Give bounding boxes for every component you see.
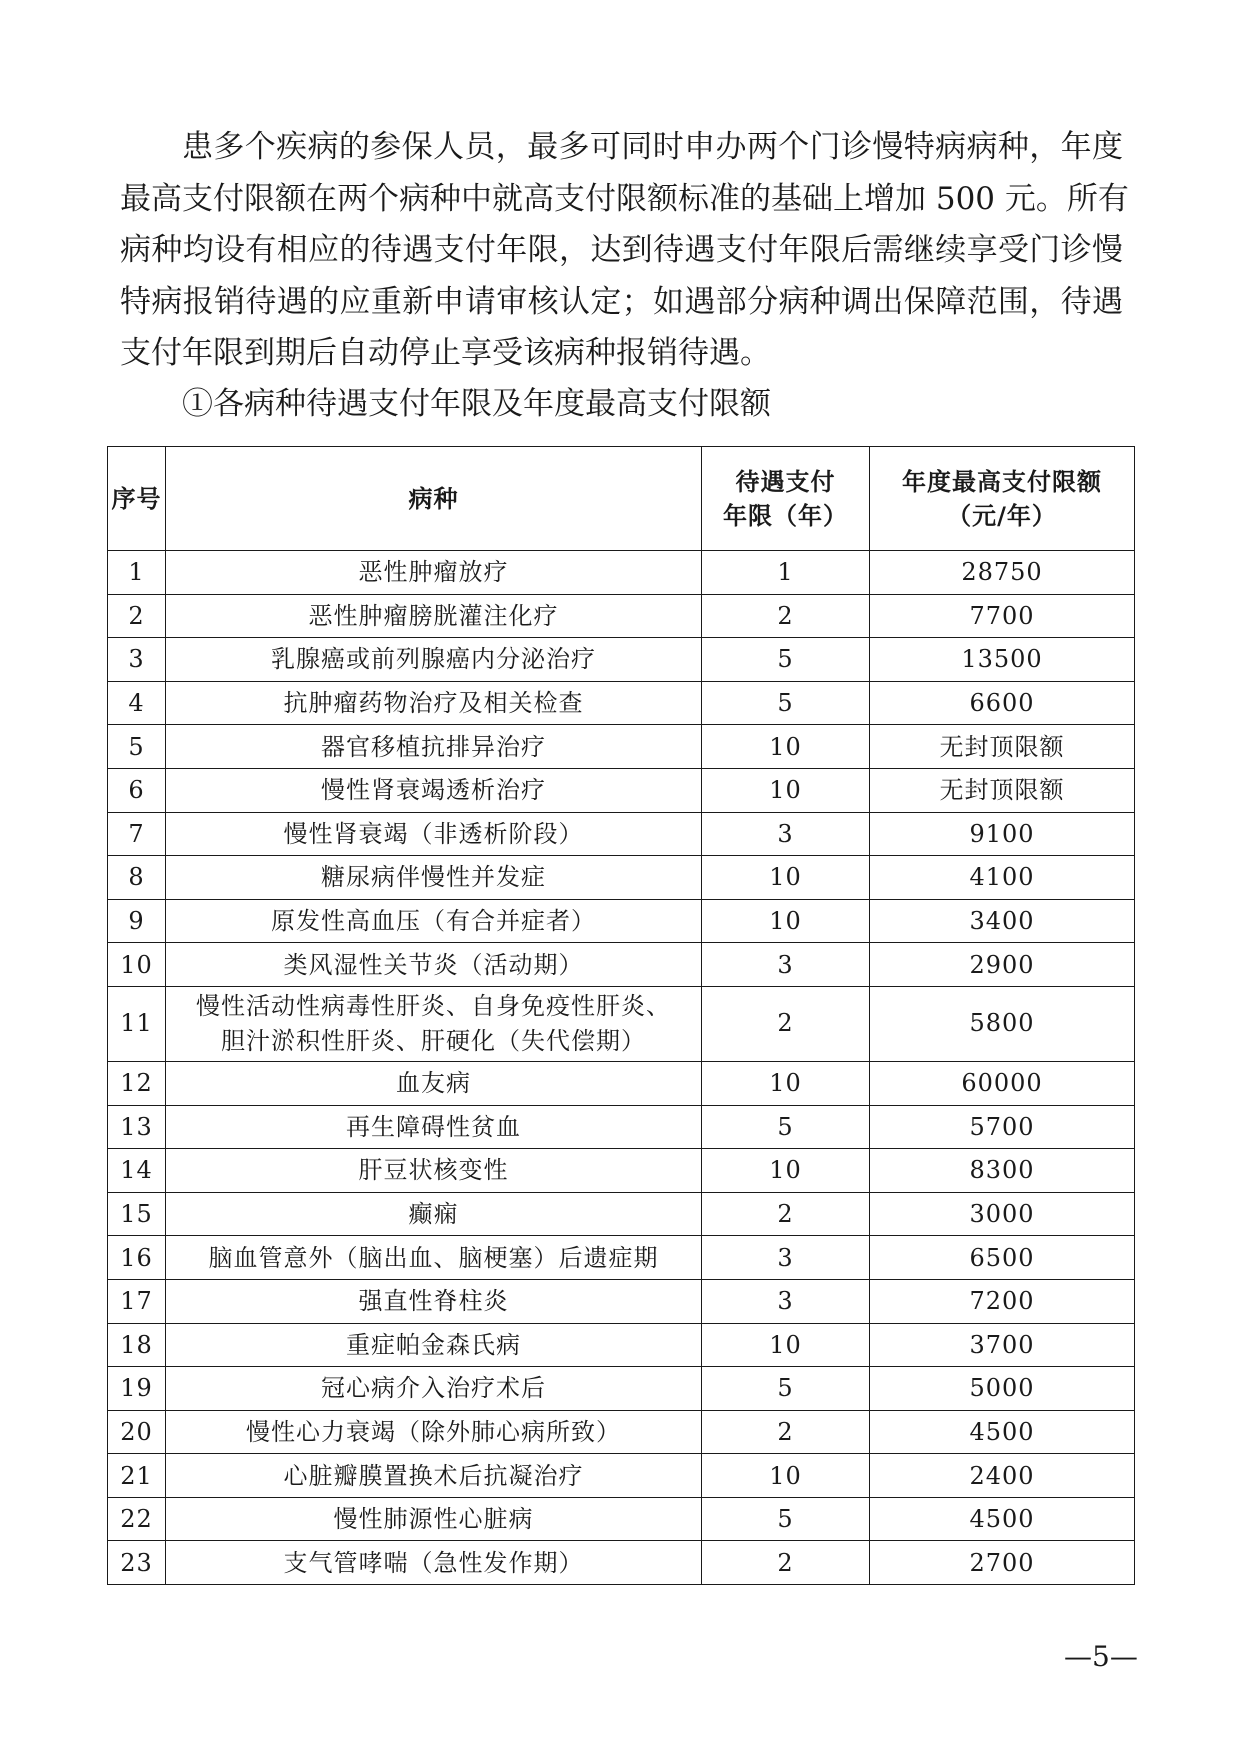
cell-limit: 3700	[870, 1323, 1135, 1367]
cell-index: 9	[108, 899, 166, 943]
cell-limit: 8300	[870, 1149, 1135, 1193]
cell-index: 10	[108, 943, 166, 987]
cell-limit: 7700	[870, 594, 1135, 638]
cell-years: 2	[702, 1541, 870, 1585]
cell-years: 5	[702, 638, 870, 682]
cell-limit: 2400	[870, 1454, 1135, 1498]
cell-index: 11	[108, 986, 166, 1061]
paragraph-line: 支付年限到期后自动停止享受该病种报销待遇。	[120, 335, 771, 371]
cell-disease: 支气管哮喘（急性发作期）	[166, 1541, 702, 1585]
table-row	[108, 1279, 1135, 1323]
cell-index: 13	[108, 1105, 166, 1149]
paragraph-line: 病种均设有相应的待遇支付年限，达到待遇支付年限后需继续享受门诊慢	[120, 232, 1123, 268]
cell-disease: 重症帕金森氏病	[166, 1323, 702, 1367]
cell-years: 3	[702, 1279, 870, 1323]
table-row	[108, 856, 1135, 900]
cell-limit: 5000	[870, 1367, 1135, 1411]
cell-limit: 4100	[870, 856, 1135, 900]
cell-years: 2	[702, 1410, 870, 1454]
cell-limit: 60000	[870, 1061, 1135, 1105]
cell-index: 2	[108, 594, 166, 638]
paragraph-line: 患多个疾病的参保人员，最多可同时申办两个门诊慢特病病种，年度	[182, 129, 1123, 165]
cell-index: 12	[108, 1061, 166, 1105]
cell-limit: 9100	[870, 812, 1135, 856]
cell-disease: 癫痫	[166, 1192, 702, 1236]
table-row	[108, 1367, 1135, 1411]
cell-disease: 糖尿病伴慢性并发症	[166, 856, 702, 900]
cell-index: 23	[108, 1541, 166, 1585]
cell-index: 5	[108, 725, 166, 769]
cell-limit: 3400	[870, 899, 1135, 943]
cell-years: 3	[702, 943, 870, 987]
cell-limit: 6600	[870, 681, 1135, 725]
header-disease: 病种	[166, 447, 702, 551]
header-limit	[870, 447, 1135, 551]
cell-disease: 恶性肿瘤放疗	[166, 551, 702, 595]
cell-index: 7	[108, 812, 166, 856]
page-number: —5—	[1064, 1640, 1138, 1673]
cell-years: 2	[702, 986, 870, 1061]
cell-index: 20	[108, 1410, 166, 1454]
cell-disease: 乳腺癌或前列腺癌内分泌治疗	[166, 638, 702, 682]
cell-disease-line1: 慢性活动性病毒性肝炎、自身免疫性肝炎、	[196, 991, 671, 1020]
cell-limit: 28750	[870, 551, 1135, 595]
table-row	[108, 1497, 1135, 1541]
cell-years: 3	[702, 1236, 870, 1280]
table-caption: ①各病种待遇支付年限及年度最高支付限额	[182, 386, 771, 422]
cell-index: 18	[108, 1323, 166, 1367]
header-limit-line2: （元/年）	[947, 501, 1057, 530]
cell-limit: 5800	[870, 986, 1135, 1061]
cell-disease: 慢性肺源性心脏病	[166, 1497, 702, 1541]
cell-years: 3	[702, 812, 870, 856]
cell-disease	[166, 986, 702, 1061]
cell-index: 16	[108, 1236, 166, 1280]
table-row	[108, 1192, 1135, 1236]
cell-years: 10	[702, 1149, 870, 1193]
cell-limit: 3000	[870, 1192, 1135, 1236]
cell-index: 6	[108, 768, 166, 812]
header-years	[702, 447, 870, 551]
cell-years: 2	[702, 1192, 870, 1236]
cell-years: 10	[702, 899, 870, 943]
table-row	[108, 1105, 1135, 1149]
table-row	[108, 1061, 1135, 1105]
cell-disease: 器官移植抗排异治疗	[166, 725, 702, 769]
cell-disease: 再生障碍性贫血	[166, 1105, 702, 1149]
cell-limit: 5700	[870, 1105, 1135, 1149]
table-row	[108, 638, 1135, 682]
cell-limit: 7200	[870, 1279, 1135, 1323]
cell-disease: 抗肿瘤药物治疗及相关检查	[166, 681, 702, 725]
cell-disease: 肝豆状核变性	[166, 1149, 702, 1193]
cell-years: 10	[702, 1061, 870, 1105]
cell-index: 4	[108, 681, 166, 725]
cell-index: 19	[108, 1367, 166, 1411]
table-row	[108, 1323, 1135, 1367]
table-row	[108, 1236, 1135, 1280]
cell-index: 22	[108, 1497, 166, 1541]
cell-index: 8	[108, 856, 166, 900]
header-years-line1: 待遇支付	[735, 467, 836, 496]
cell-disease: 恶性肿瘤膀胱灌注化疗	[166, 594, 702, 638]
cell-years: 10	[702, 1454, 870, 1498]
cell-years: 10	[702, 768, 870, 812]
table-row	[108, 986, 1135, 1061]
cell-disease: 强直性脊柱炎	[166, 1279, 702, 1323]
body-paragraph	[120, 122, 1129, 380]
cell-years: 5	[702, 681, 870, 725]
cell-years: 5	[702, 1105, 870, 1149]
cell-limit: 13500	[870, 638, 1135, 682]
disease-limit-table	[107, 446, 1135, 1585]
table-row	[108, 1149, 1135, 1193]
cell-disease: 类风湿性关节炎（活动期）	[166, 943, 702, 987]
table-row	[108, 725, 1135, 769]
cell-limit: 无封顶限额	[870, 725, 1135, 769]
cell-index: 1	[108, 551, 166, 595]
table-row	[108, 812, 1135, 856]
table-header-row	[108, 447, 1135, 551]
cell-index: 15	[108, 1192, 166, 1236]
table-row	[108, 681, 1135, 725]
cell-disease: 心脏瓣膜置换术后抗凝治疗	[166, 1454, 702, 1498]
table-row	[108, 1410, 1135, 1454]
cell-limit: 4500	[870, 1410, 1135, 1454]
cell-disease: 原发性高血压（有合并症者）	[166, 899, 702, 943]
cell-disease-line2: 胆汁淤积性肝炎、肝硬化（失代偿期）	[221, 1026, 646, 1055]
cell-index: 3	[108, 638, 166, 682]
cell-limit: 6500	[870, 1236, 1135, 1280]
cell-years: 10	[702, 725, 870, 769]
table-row	[108, 1454, 1135, 1498]
cell-limit: 无封顶限额	[870, 768, 1135, 812]
cell-disease: 慢性肾衰竭透析治疗	[166, 768, 702, 812]
cell-disease: 慢性肾衰竭（非透析阶段）	[166, 812, 702, 856]
cell-years: 5	[702, 1497, 870, 1541]
table-row	[108, 551, 1135, 595]
cell-years: 2	[702, 594, 870, 638]
table-row	[108, 943, 1135, 987]
table-row	[108, 594, 1135, 638]
table-row	[108, 1541, 1135, 1585]
cell-years: 10	[702, 856, 870, 900]
table-row	[108, 768, 1135, 812]
cell-index: 14	[108, 1149, 166, 1193]
paragraph-line: 特病报销待遇的应重新申请审核认定；如遇部分病种调出保障范围，待遇	[120, 283, 1123, 320]
cell-disease: 脑血管意外（脑出血、脑梗塞）后遗症期	[166, 1236, 702, 1280]
header-years-line2: 年限（年）	[723, 501, 848, 530]
header-limit-line1: 年度最高支付限额	[902, 467, 1102, 496]
cell-disease: 慢性心力衰竭（除外肺心病所致）	[166, 1410, 702, 1454]
table-row	[108, 899, 1135, 943]
cell-limit: 2900	[870, 943, 1135, 987]
cell-limit: 4500	[870, 1497, 1135, 1541]
paragraph-line: 最高支付限额在两个病种中就高支付限额标准的基础上增加 500 元。所有	[120, 180, 1129, 217]
cell-years: 1	[702, 551, 870, 595]
cell-limit: 2700	[870, 1541, 1135, 1585]
cell-years: 5	[702, 1367, 870, 1411]
cell-disease: 冠心病介入治疗术后	[166, 1367, 702, 1411]
cell-disease: 血友病	[166, 1061, 702, 1105]
cell-index: 17	[108, 1279, 166, 1323]
header-index: 序号	[108, 447, 166, 551]
cell-years: 10	[702, 1323, 870, 1367]
cell-index: 21	[108, 1454, 166, 1498]
